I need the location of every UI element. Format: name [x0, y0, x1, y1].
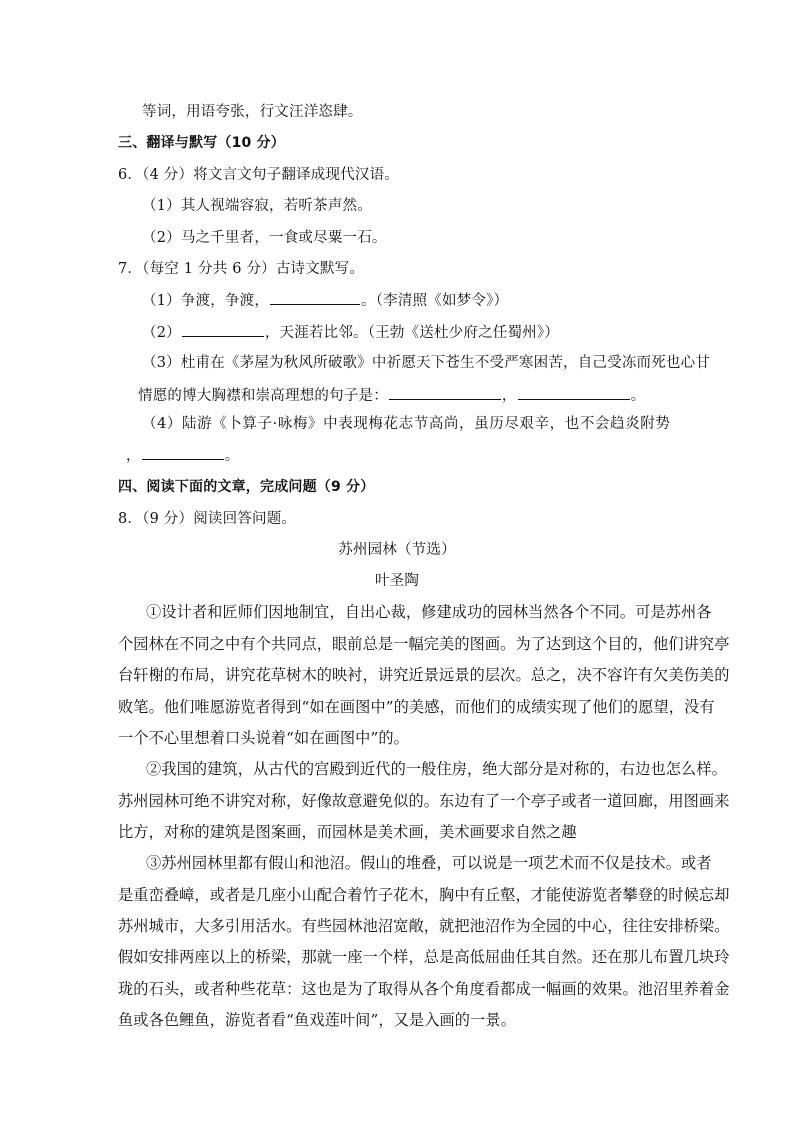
paragraph-3-line: 假如安排两座以上的桥梁，那就一座一个样，总是高低屈曲任其自然。还在那儿布置几块玲	[118, 948, 730, 966]
section-heading-reading: 四、阅读下面的文章，完成问题（9 分）	[118, 479, 375, 495]
question-7-item-4-line-1: （4）陆游《卜算子·咏梅》中表现梅花志节高尚，虽历尽艰辛，也不会趋炎附势	[142, 416, 671, 432]
section-heading-translation: 三、翻译与默写（10 分）	[118, 135, 285, 151]
paragraph-3-line: 苏州城市，大多引用活水。有些园林池沼宽敞，就把池沼作为全园的中心，往往安排桥梁。	[118, 917, 730, 935]
paragraph-1-line: 一个不心里想着口头说着“如在画图中”的。	[118, 729, 409, 747]
q7-1-prefix: （1）争渡，争渡，	[142, 293, 270, 309]
paragraph-2-line: 比方，对称的建筑是图案画，而园林是美术画，美术画要求自然之趣	[118, 823, 577, 841]
paragraph-3-line: 是重峦叠嶂，或者是几座小山配合着竹子花木，胸中有丘壑，才能使游览者攀登的时候忘却	[118, 886, 730, 904]
paragraph-2-line: 苏州园林可绝不讲究对称，好像故意避免似的。东边有了一个亭子或者一道回廊，用图画来	[118, 792, 730, 810]
q7-4-prefix: ，	[126, 448, 141, 464]
q7-3-suffix: 。	[630, 388, 646, 404]
question-7-item-2	[142, 322, 702, 343]
answer-blank[interactable]	[142, 445, 224, 460]
paragraph-3-line: 珑的石头，或者种些花草：这也是为了取得从各个角度看都成一幅画的效果。池沼里养着金	[118, 980, 730, 998]
answer-blank[interactable]	[389, 385, 501, 400]
answer-blank[interactable]	[270, 290, 360, 305]
paragraph-3-line: 鱼或各色鲤鱼，游览者看“鱼戏莲叶间”，又是入画的一景。	[118, 1011, 516, 1029]
text-line: 等词，用语夸张，行文汪洋恣肆。	[142, 104, 363, 120]
q7-4-suffix: 。	[224, 448, 240, 464]
q7-3-sep: ，	[501, 388, 517, 404]
question-7-item-1	[142, 290, 702, 311]
question-6-item-2: （2）马之千里者，一食或尽粟一石。	[142, 230, 387, 246]
paragraph-2-line: ②我国的建筑，从古代的宫殿到近代的一般住房，绝大部分是对称的，右边也怎么样。	[146, 760, 727, 778]
article-author: 叶圣陶	[374, 573, 420, 589]
question-6: 6．（4 分）将文言文句子翻译成现代汉语。	[118, 167, 400, 183]
article-title: 苏州园林（节选）	[338, 542, 456, 558]
question-7-item-3-line-1: （3）杜甫在《茅屋为秋风所破歌》中祈愿天下苍生不受严寒困苦，自己受冻而死也心甘	[142, 355, 711, 371]
paragraph-3-line: ③苏州园林里都有假山和池沼。假山的堆叠，可以说是一项艺术而不仅是技术。或者	[146, 854, 712, 872]
question-6-item-1: （1）其人视端容寂，若听茶声然。	[142, 198, 372, 214]
question-7-item-4-line-2	[126, 445, 686, 466]
question-8: 8．（9 分）阅读回答问题。	[118, 511, 297, 527]
question-7: 7．（每空 1 分共 6 分）古诗文默写。	[118, 261, 365, 277]
paragraph-1-line: 个园林在不同之中有个共同点，眼前总是一幅完美的图画。为了达到这个目的，他们讲究亭	[118, 635, 730, 653]
answer-blank[interactable]	[182, 322, 264, 337]
paragraph-1-line: 败笔。他们唯愿游览者得到“如在画图中”的美感，而他们的成绩实现了他们的愿望，没有	[118, 698, 715, 716]
paragraph-1-line: ①设计者和匠师们因地制宜，自出心裁，修建成功的园林当然各个不同。可是苏州各	[146, 603, 712, 621]
q7-3-prefix: 情愿的博大胸襟和崇高理想的句子是：	[138, 388, 388, 404]
q7-2-suffix: ，天涯若比邻。（王勃《送杜少府之任蜀州》）	[264, 325, 560, 341]
paragraph-1-line: 台轩榭的布局，讲究花草树木的映衬，讲究近景远景的层次。总之，决不容许有欠美伤美的	[118, 666, 730, 684]
q7-2-prefix: （2）	[142, 325, 181, 341]
answer-blank[interactable]	[518, 385, 630, 400]
question-7-item-3-line-2	[138, 385, 698, 406]
q7-1-suffix: 。（李清照《如梦令》）	[361, 293, 509, 309]
